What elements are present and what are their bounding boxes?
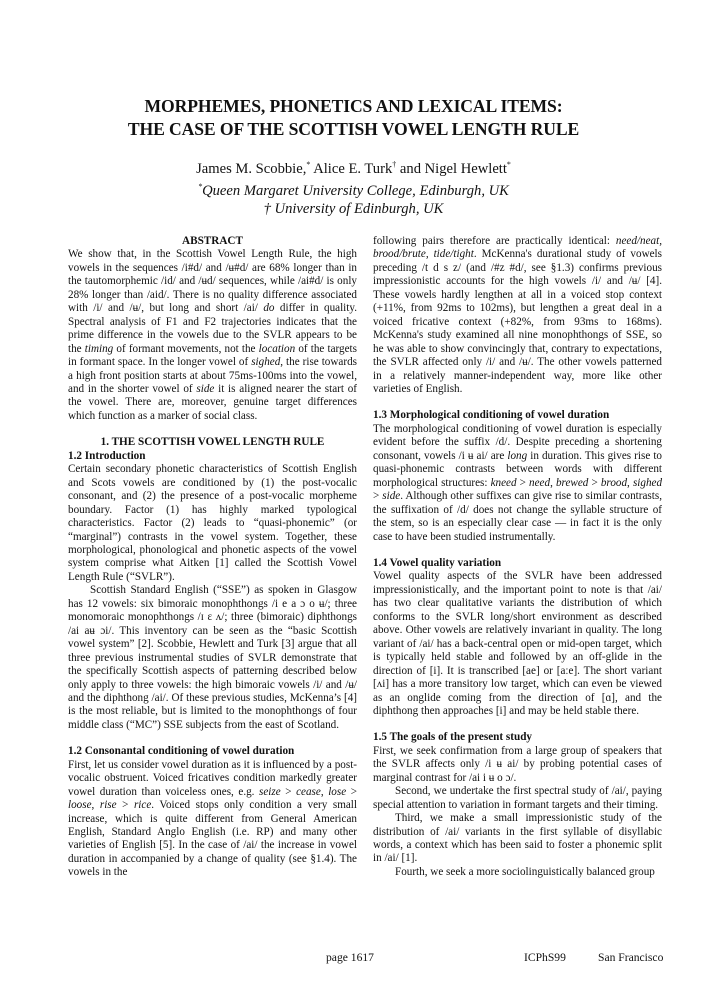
affiliation-1 [0,178,707,200]
section-1-heading: 1. THE SCOTTISH VOWEL LENGTH RULE [100,436,325,449]
text-run: The morphological conditioning of vowel duration is especially evident before the suffix /d/. Despite preceding a shortening consonant, vowels /i ʉ ai/ are [373,422,662,462]
italic-text: cease [296,785,321,798]
text-run: First, let us consider vowel duration as it is influenced by a post-vocalic obstruent. Voiced fricatives condition markedly greater vowel duration than voiceless ones, e.g. [68,758,357,798]
text-run: > [116,799,134,812]
text-run: , [627,476,633,489]
affiliation-mark: * [506,160,511,169]
introduction-paragraph-1 [68,463,357,584]
text-run: it is aligned nearer the start of the vowel. There are, moreover, genuine target differences which function as a marker of social class. [68,382,357,422]
vowel-quality-heading: 1.4 Vowel quality variation [373,556,502,569]
italic-text: rise [99,799,117,812]
affiliation-mark: † [392,160,397,169]
text-run: in duration. This gives rise to quasi-phonemic contrasts between words with different morphological structures: [373,449,662,489]
conference-location: San Francisco [598,951,664,964]
conference-name: ICPhS99 [524,951,566,964]
italic-text: need/neat, brood/brute, tide/tight [373,235,662,261]
text-run: . McKenna's durational study of vowels preceding /t d s z/ (and /#z #d/, see §1.3) confirms previous impressionistic accounts for the high vowels /i/ and /ʉ/ [4]. These vowels hardly lengthen at all in a voiced stop context (+11%, from 92ms to 102ms), but lengthen a great deal in a voiced fricative context (+82%, from 93ms to 168ms). McKenna's study examined all nine monophthongs of SSE, so he was able to show convincingly that, contrary to expectations, the SVLR affected only /i/ and /ʉ/. The other vowels patterned in a relatively manner-independent way, more like other varieties of English. [373,248,662,395]
italic-text: side [382,490,401,503]
text-run: Fourth, we seek a more sociolinguistically balanced group [395,865,655,878]
italic-text: location [258,342,296,355]
italic-text: rice [133,799,152,812]
author-name: James M. Scobbie, [196,161,307,177]
text-run: , [550,476,556,489]
text-run: Third, we make a small impressionistic study of the distribution of /ai/ variants in the first syllable of disyllabic words, a context which has been said to foster a phonemic split in /ai/ [1]. [373,812,662,865]
author-name: and Nigel Hewlett [396,161,507,177]
right-column [373,235,662,879]
author-block [0,156,707,218]
text-run: Certain secondary phonetic characteristics of Scottish English and Scots vowels are conditioned by (1) the post-vocalic consonant, and (2) the presence of a post-vocalic morpheme boundary. Factor (1) has highly marked typological characteristics. Factor (2) leads to “quasi-phonemic” (or “marginal”) contrasts in the vowel system. Together, these morphological, phonological and phonetic aspects of the vowel system comprise what Aitken [1] called the Scottish Vowel Length Rule (“SVLR”). [68,463,357,583]
introduction-paragraph-2 [68,584,357,732]
text-run: , [320,785,329,798]
goals-paragraph-4 [373,866,662,879]
title-line-1: MORPHEMES, PHONETICS AND LEXICAL ITEMS: [144,96,563,116]
text-run: We show that, in the Scottish Vowel Length Rule, the high vowels in the sequences /i#d/ and /ʉ#d/ are 68% longer than in the tautomorphemic /id/ and /ʉd/ sequences, while /ai#d/ is only 28% longer than /aid/. There is no quality difference associated with /i/ and /ʉ/, but long and short /ai/ [68,248,357,315]
goals-paragraph-2 [373,785,662,812]
vowel-quality-paragraph [373,570,662,718]
abstract-body [68,248,357,423]
morphological-conditioning-heading: 1.3 Morphological conditioning of vowel duration [373,409,610,422]
consonantal-conditioning-paragraph [68,759,357,880]
text-run: differ in quality. Spectral analysis of F1 and F2 trajectories indicates that the prime difference in the vowels due to the SVLR appears to be the [68,302,357,355]
italic-text: sighed [632,476,663,489]
italic-text: kneed [490,476,517,489]
paper-title [0,95,707,141]
affiliation-mark: * [306,160,311,169]
text-run: > [280,785,297,798]
text-run: of the targets in formant space. In the longer vowel of [68,342,357,369]
text-run: of formant movements, not the [113,342,259,355]
text-run: . Although other suffixes can give rise to similar contrasts, the suffixation of /d/ does not change the syllable structure of the stem, so is an especially clear case — in fact it is the only case to have been studied instrumentally. [373,490,662,543]
italic-text: brood [600,476,628,489]
text-run: First, we seek confirmation from a large group of speakers that the SVLR affects only /i ʉ ai/ by probing potential cases of marginal contrast for /ai i ʉ o ɔ/. [373,744,662,784]
text-run: > [516,476,530,489]
text-run: > [346,785,357,798]
consonantal-conditioning-continued [373,235,662,396]
italic-text: timing [84,342,114,355]
title-line-2: THE CASE OF THE SCOTTISH VOWEL LENGTH RULE [127,119,580,139]
text-run: . Voiced stops only condition a very small increase, which is quite different from General American English, Standard Anglo English (i.e. RP) and many other varieties of English [5]. In the case of /ai/ the increase in vowel duration in accompanied by a change of quality (see §1.4). The vowels in the [68,799,357,879]
introduction-heading: 1.2 Introduction [68,449,146,462]
abstract-heading: ABSTRACT [182,235,243,247]
italic-text: brewed [555,476,589,489]
text-run: Vowel quality aspects of the SVLR have been addressed impressionistically, and the important point to note is that /ai/ has two clear qualitative variants the distribution of which conforms to the SVLR long/short environment as described above. Other vowels are relatively invariant in quality. The long variant of /ai/ has a back-central open or mid-open target, which is typically held stable and followed by an off-glide in the direction of [i]. It is transcribed [ae] or [aːe]. The short variant [ʌi] has a more transitory low target, which can even be viewed as an onglide coming from the direction of [ɑ], and the diphthong then approaches [i] and may be held stable there. [373,570,662,717]
text-run: , the rise towards a high front position starts at about 75ms-100ms into the vowel, and in the shorter vowel of [68,356,357,395]
text-run: Second, we undertake the first spectral study of /ai/, paying special attention to variation in formant targets and their timing. [373,785,662,811]
author-list [0,156,707,178]
text-run: > [588,476,601,489]
italic-text: do [263,302,275,315]
goals-paragraph-1 [373,745,662,785]
goals-paragraph-3 [373,812,662,866]
author-name: Alice E. Turk [310,161,393,177]
text-run: Scottish Standard English (“SSE”) as spoken in Glasgow has 12 vowels: six bimoraic monophthongs /i e a ɔ o ʉ/; three monomoraic monophthongs /ɪ ɛ ʌ/; three (bimoraic) diphthongs /ai aʉ ɔi/. This inventory can be seen as the “basic Scottish vowel system” [2]. Scobbie, Hewlett and Turk [3] argue that all three previous instrumental studies of SVLR demonstrate that the specifically Scottish aspects of patterning described below only apply to three vowels: the high bimoraic vowels /i/ and /ʉ/ and the diphthong /ai/. Of these previous studies, McKenna’s [4] is the most reliable, but is limited to the monophthongs of four middle class (“MC”) SSE subjects from the east of Scotland. [68,584,357,731]
affiliation-mark: * [198,182,203,191]
affiliation-1-text: Queen Margaret University College, Edinburgh, UK [202,183,509,199]
goals-heading: 1.5 The goals of the present study [373,731,533,744]
italic-text: side [196,382,215,395]
text-run: following pairs therefore are practically identical: [373,235,616,247]
italic-text: need [529,476,551,489]
morphological-conditioning-paragraph [373,423,662,544]
text-run: , [91,799,100,812]
italic-text: lose [328,785,347,798]
italic-text: seize [259,785,281,798]
italic-text: long [507,449,528,462]
left-column [68,235,357,880]
page-number: page 1617 [326,951,374,964]
text-run: > [373,490,383,503]
affiliation-2: † University of Edinburgh, UK [263,201,444,217]
consonantal-conditioning-heading: 1.2 Consonantal conditioning of vowel duration [68,745,295,758]
italic-text: sighed [251,356,281,369]
italic-text: loose [68,799,92,812]
